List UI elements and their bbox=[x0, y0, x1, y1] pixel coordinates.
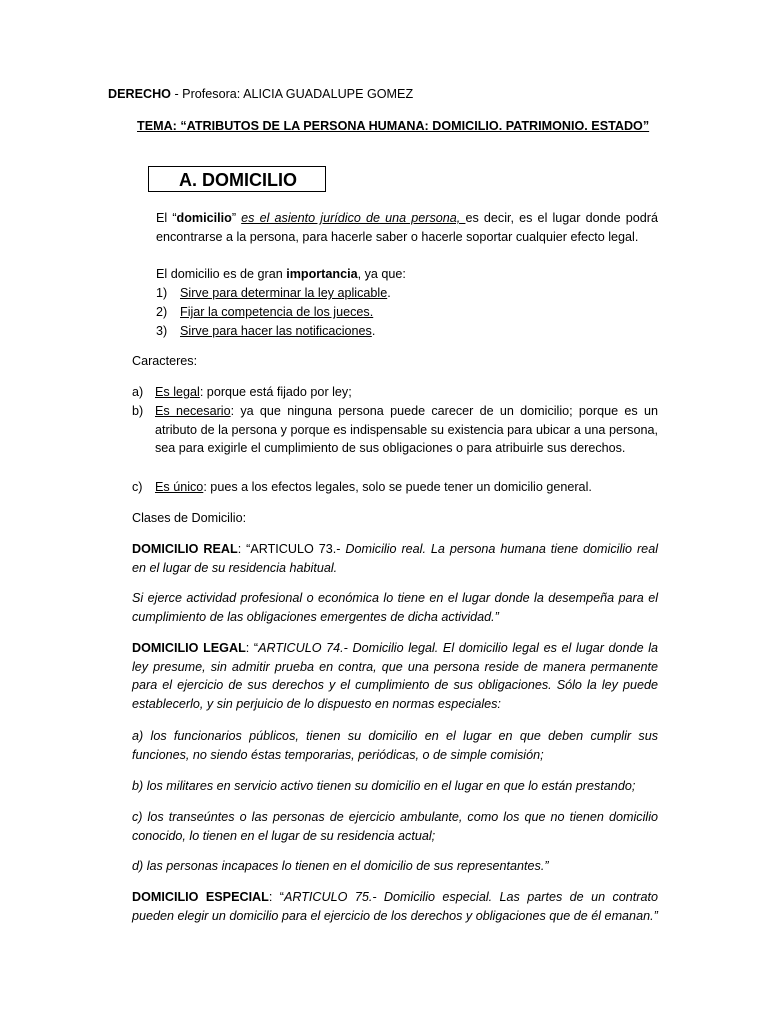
caracter-label: a) bbox=[132, 385, 144, 399]
importance-item bbox=[156, 284, 391, 302]
importance-item bbox=[156, 303, 373, 321]
teacher-label: - Profesora: ALICIA GUADALUPE GOMEZ bbox=[170, 87, 414, 101]
legal-item-a: a) los funcionarios públicos, tienen su domicilio en el lugar en que deben cumplir sus funciones, no siendo éstas temporarias, periódicas, o de simple comisión; bbox=[132, 729, 658, 762]
clases-heading: Clases de Domicilio: bbox=[132, 511, 247, 525]
definition-text-1: El “ bbox=[156, 211, 177, 225]
item-text: Sirve para hacer las notificaciones bbox=[180, 324, 372, 338]
domicilio-legal bbox=[132, 639, 658, 713]
definition-text-2: ” bbox=[231, 211, 242, 225]
real-text: Domicilio real. La persona humana tiene domicilio real en el lugar de su residencia habitual. bbox=[132, 542, 658, 575]
especial-label: DOMICILIO ESPECIAL bbox=[132, 890, 269, 904]
caracter-term: Es legal bbox=[155, 385, 200, 399]
item-text: Fijar la competencia de los jueces. bbox=[180, 305, 374, 319]
importance-intro bbox=[156, 265, 406, 283]
definition-text-3: es decir, es el lugar donde podrá encontrarse a la persona, para hacerle saber o hacerle soportar cualquier efecto legal. bbox=[156, 211, 659, 244]
legal-quote: : “ bbox=[245, 641, 259, 655]
item-end: . bbox=[371, 324, 376, 338]
importance-keyword: importancia bbox=[286, 267, 358, 281]
caracter-text: : porque está fijado por ley; bbox=[199, 385, 352, 399]
real-label: DOMICILIO REAL bbox=[132, 542, 238, 556]
caracter-text: : pues a los efectos legales, solo se puede tener un domicilio general. bbox=[203, 480, 592, 494]
caracter-term: Es necesario bbox=[155, 404, 231, 418]
caracter-item bbox=[132, 383, 352, 401]
legal-item-d: d) las personas incapaces lo tienen en el domicilio de sus representantes.” bbox=[132, 859, 549, 873]
caracter-text: : ya que ninguna persona puede carecer de un domicilio; porque es un atributo de la persona y porque es indispensable su existencia para ubicar a una persona, sea para exigirle el cumplimiento de sus obligaciones o para atribuirle sus derechos. bbox=[155, 404, 658, 456]
legal-item-b: b) los militares en servicio activo tienen su domicilio en el lugar en que lo están prestando; bbox=[132, 779, 636, 793]
definition-underlined: es el asiento jurídico de una persona, bbox=[241, 211, 466, 225]
especial-quote: : “ bbox=[268, 890, 284, 904]
item-end: . bbox=[387, 286, 391, 300]
caracter-label-b: b) bbox=[132, 404, 144, 418]
section-title: A. DOMICILIO bbox=[179, 170, 297, 190]
item-number: 2) bbox=[156, 305, 168, 319]
domicilio-especial bbox=[132, 888, 658, 925]
item-number: 1) bbox=[156, 286, 168, 300]
legal-text: ARTICULO 74.- Domicilio legal. El domicilio legal es el lugar donde la ley presume, sin admitir prueba en contra, que una persona reside de manera permanente para el ejercicio de sus derechos y el cumplimiento de sus obligaciones. Sólo la ley puede establecerlo, y sin perjuicio de lo dispuesto en normas especiales: bbox=[132, 641, 658, 711]
importance-text-2: , ya que: bbox=[357, 267, 406, 281]
item-number: 3) bbox=[156, 324, 168, 338]
importance-item bbox=[156, 322, 375, 340]
real-article: : “ARTICULO 73.- bbox=[237, 542, 346, 556]
especial-text: ARTICULO 75.- Domicilio especial. Las partes de un contrato pueden elegir un domicilio para el ejercicio de los derechos y obligaciones que de él emanan.” bbox=[132, 890, 658, 923]
caracter-item bbox=[132, 478, 592, 496]
caracter-label: c) bbox=[132, 480, 143, 494]
caracteres-heading: Caracteres: bbox=[132, 354, 198, 368]
caracter-term: Es único bbox=[155, 480, 204, 494]
section-title-box bbox=[148, 166, 326, 192]
caracter-item bbox=[155, 402, 658, 458]
domicilio-real-2: Si ejerce actividad profesional o económica lo tiene en el lugar donde la desempeña para el cumplimiento de las obligaciones emergentes de dicha actividad.” bbox=[132, 591, 658, 624]
tema-title: TEMA: “ATRIBUTOS DE LA PERSONA HUMANA: DOMICILIO. PATRIMONIO. ESTADO” bbox=[137, 119, 650, 133]
importance-text-1: El domicilio es de gran bbox=[156, 267, 287, 281]
legal-item-c: c) los transeúntes o las personas de ejercicio ambulante, como los que no tienen domicilio conocido, lo tienen en el lugar de su residencia actual; bbox=[132, 810, 658, 843]
header-line bbox=[108, 85, 413, 103]
item-text: Sirve para determinar la ley aplicable bbox=[180, 286, 388, 300]
definition-keyword: domicilio bbox=[176, 211, 232, 225]
legal-label: DOMICILIO LEGAL bbox=[132, 641, 246, 655]
definition-paragraph bbox=[156, 209, 658, 246]
domicilio-real bbox=[132, 540, 658, 577]
subject-label: DERECHO bbox=[108, 87, 171, 101]
